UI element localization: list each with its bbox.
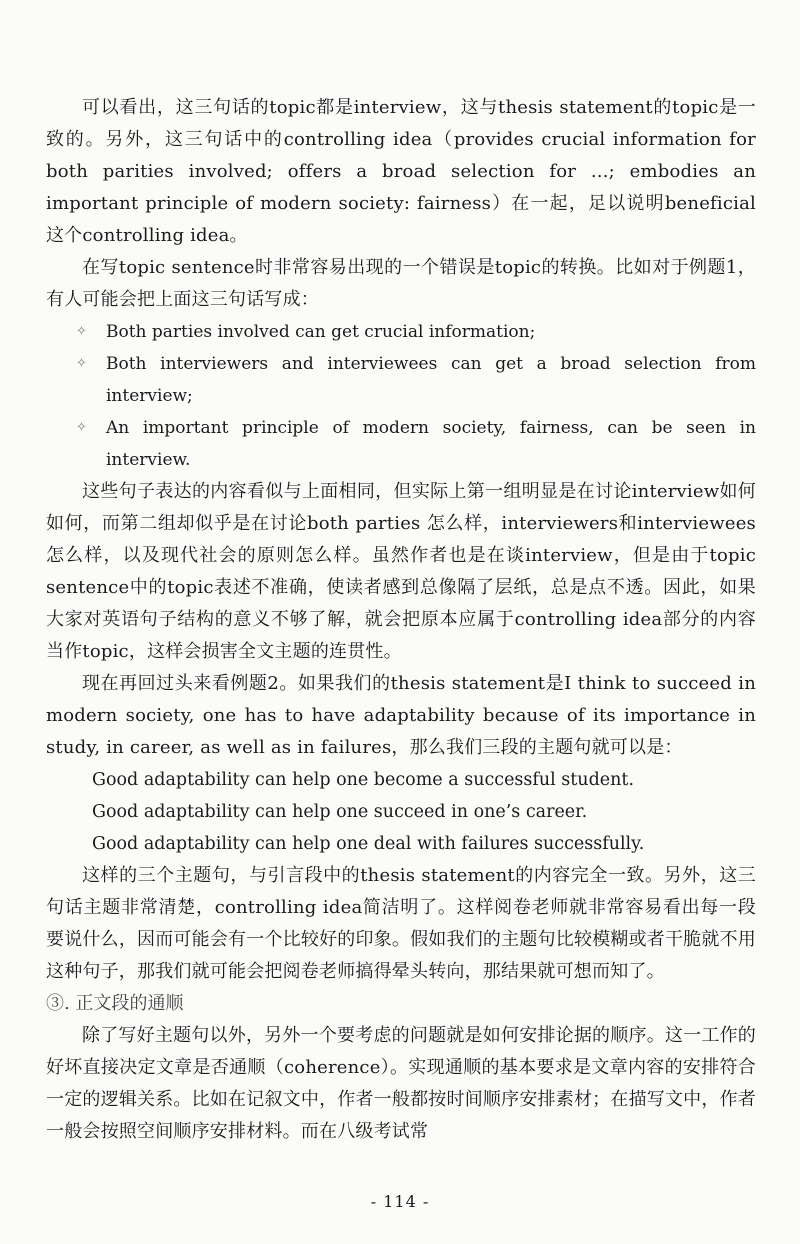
paragraph-5: 这样的三个主题句，与引言段中的thesis statement的内容完全一致。另外，这三句话主题非常清楚，controlling idea简洁明了。这样阅卷老师就非常容易看出每一段要说什么，因而可能会有一个比较好的印象。假如我们的主题句比较模糊或者干脆就不用这种句子，那我们就可能会把阅卷老师搞得晕头转向，那结果就可想而知了。 [46, 865, 756, 982]
paragraph-6: 除了写好主题句以外，另外一个要考虑的问题就是如何安排论据的顺序。这一工作的好坏直接决定文章是否通顺（coherence）。实现通顺的基本要求是文章内容的安排符合一定的逻辑关系。比如在记叙文中，作者一般都按时间顺序安排素材；在描写文中，作者一般会按照空间顺序安排材料。而在八级考试常 [46, 1025, 756, 1142]
example-sentence-3: Good adaptability can help one deal with failures successfully. [92, 834, 645, 854]
section-heading: ③. 正文段的通顺 [46, 993, 184, 1014]
paragraph-4: 现在再回过头来看例题2。如果我们的thesis statement是I think to succeed in modern society, one has to have adaptability because of its importance in study, in career, as well as in failures，那么我们三段的主题句就可以是： [46, 673, 756, 758]
paragraph-1: 可以看出，这三句话的topic都是interview，这与thesis statement的topic是一致的。另外，这三句话中的controlling idea（provides crucial information for both parities involved; offers a broad selection for ...; embodies an important principle of modern society: fairness）在一起，足以说明beneficial这个controlling idea。 [46, 97, 756, 246]
diamond-bullet-icon: ✧ [76, 420, 87, 435]
paragraph-3: 这些句子表达的内容看似与上面相同，但实际上第一组明显是在讨论interview如何如何，而第二组却似乎是在讨论both parties 怎么样，interviewers和interviewees怎么样，以及现代社会的原则怎么样。虽然作者也是在谈interview，但是由于topic sentence中的topic表述不准确，使读者感到总像隔了层纸，总是点不透。因此，如果大家对英语句子结构的意义不够了解，就会把原本应属于controlling idea部分的内容当作topic，这样会损害全文主题的连贯性。 [46, 481, 756, 662]
diamond-bullet-icon: ✧ [76, 356, 87, 371]
paragraph-2: 在写topic sentence时非常容易出现的一个错误是topic的转换。比如对于例题1，有人可能会把上面这三句话写成： [46, 257, 756, 310]
list-item [76, 348, 756, 412]
bullet-text: Both parties involved can get crucial information; [106, 322, 536, 342]
bullet-text: Both interviewers and interviewees can get a broad selection from interview; [106, 354, 756, 406]
bullet-list [46, 316, 756, 476]
list-item [76, 316, 756, 348]
list-item [76, 412, 756, 476]
example-sentence-1: Good adaptability can help one become a successful student. [92, 770, 635, 790]
example-sentence-2: Good adaptability can help one succeed in one’s career. [92, 802, 588, 822]
bullet-text: An important principle of modern society, fairness, can be seen in interview. [106, 418, 756, 470]
page-number: - 114 - [370, 1192, 430, 1211]
diamond-bullet-icon: ✧ [76, 324, 87, 339]
page-body [46, 92, 756, 1148]
